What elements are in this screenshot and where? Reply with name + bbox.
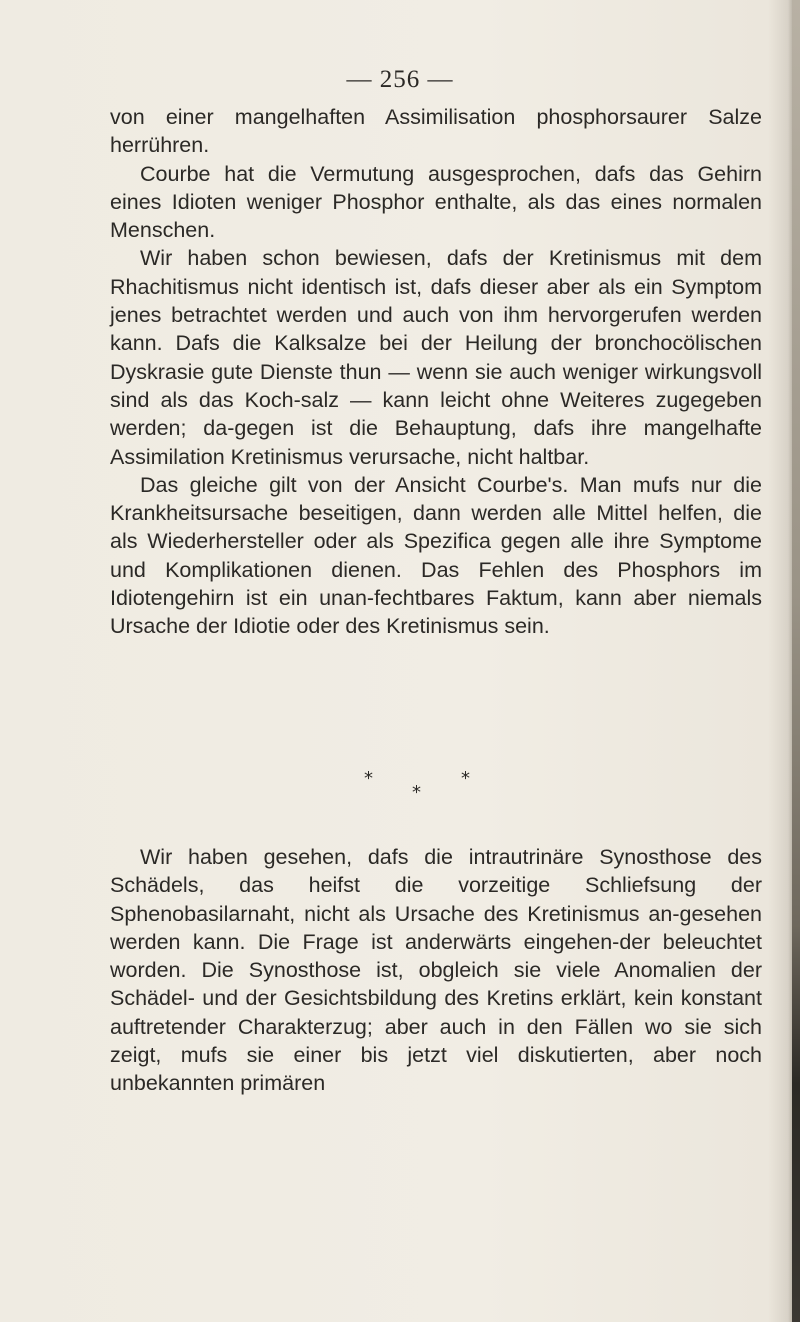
asterisk-left: *	[364, 768, 373, 789]
section-separator	[0, 768, 800, 808]
page-edge-shadow	[792, 0, 800, 1322]
asterisk-center: *	[412, 782, 421, 803]
paragraph: Wir haben gesehen, dafs die intrautrinäre Synosthose des Schädels, das heifst die vorzeitige Schliefsung der Sphenobasilarnaht, nicht als Ursache des Kretinismus an-gesehen werden kann. Die Frage ist anderwärts eingehen-der beleuchtet worden. Die Synosthose ist, obgleich sie viele Anomalien der Schädel- und der Gesichtsbildung des Kretins erklärt, kein konstant auftretender Charakterzug; aber auch in den Fällen wo sie sich zeigt, mufs sie einer bis jetzt viel diskutierten, aber noch unbekannten primären	[110, 845, 762, 1096]
paragraph: von einer mangelhaften Assimilisation phosphorsaurer Salze herrühren.	[110, 105, 762, 158]
paragraph: Courbe hat die Vermutung ausgesprochen, dafs das Gehirn eines Idioten weniger Phosphor enthalte, als das eines normalen Menschen.	[110, 161, 762, 243]
page-number: — 256 —	[346, 66, 454, 93]
paragraph: Wir haben schon bewiesen, dafs der Kretinismus mit dem Rhachitismus nicht identisch ist, dafs dieser aber als ein Symptom jenes betrachtet werden und auch von ihm hervorgerufen werden kann. Dafs die Kalksalze bei der Heilung der bronchocölischen Dyskrasie gute Dienste thun — wenn sie auch weniger wirkungsvoll sind als das Koch-salz — kann leicht ohne Weiteres zugegeben werden; da-gegen ist die Behauptung, dafs ihre mangelhafte Assimilation Kretinismus verursache, nicht haltbar.	[110, 246, 762, 469]
text-block-bottom	[110, 843, 762, 1098]
paragraph: Das gleiche gilt von der Ansicht Courbe's. Man mufs nur die Krankheitsursache beseitigen, dann werden alle Mittel helfen, die als Wiederhersteller oder als Spezifica gegen alle ihre Symptome und Komplikationen dienen. Das Fehlen des Phosphors im Idiotengehirn ist ein unan-fechtbares Faktum, kann aber niemals Ursache der Idiotie oder des Kretinismus sein.	[110, 472, 762, 639]
text-block-top	[110, 103, 762, 641]
asterisk-right: *	[461, 768, 470, 789]
